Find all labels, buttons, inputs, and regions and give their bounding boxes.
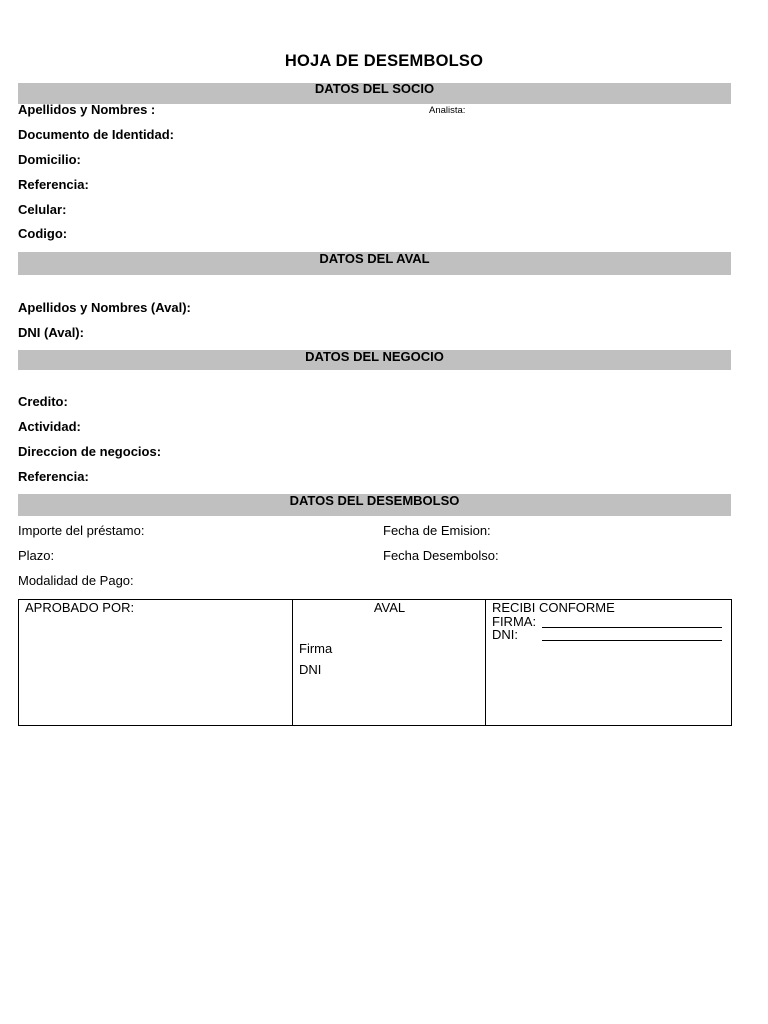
signature-cell-aval — [293, 600, 486, 725]
label-aprobado-por: APROBADO POR: — [25, 600, 135, 615]
label-domicilio: Domicilio: — [18, 152, 81, 167]
label-aval-firma: Firma — [299, 641, 333, 656]
label-apellidos-nombres-aval: Apellidos y Nombres (Aval): — [18, 300, 191, 315]
signature-cell-recibi — [486, 600, 731, 725]
label-importe-prestamo: Importe del préstamo: — [18, 523, 145, 538]
firma-signature-line — [542, 627, 722, 628]
label-documento-identidad: Documento de Identidad: — [18, 127, 174, 142]
label-firma: FIRMA: — [492, 614, 537, 629]
label-aval-dni: DNI — [299, 662, 322, 677]
section-header-aval: DATOS DEL AVAL — [18, 252, 731, 275]
label-credito: Credito: — [18, 394, 68, 409]
signature-cell-aprobado — [19, 600, 293, 725]
label-dni-aval: DNI (Aval): — [18, 325, 84, 340]
label-recibi-conforme: RECIBI CONFORME — [492, 600, 615, 615]
section-header-negocio: DATOS DEL NEGOCIO — [18, 350, 731, 370]
section-header-desembolso: DATOS DEL DESEMBOLSO — [18, 494, 731, 516]
label-referencia-socio: Referencia: — [18, 177, 89, 192]
label-modalidad-pago: Modalidad de Pago: — [18, 573, 134, 588]
dni-signature-line — [542, 640, 722, 641]
page-title: HOJA DE DESEMBOLSO — [284, 52, 484, 70]
label-fecha-emision: Fecha de Emision: — [383, 523, 491, 538]
label-codigo: Codigo: — [18, 226, 68, 241]
label-apellidos-nombres: Apellidos y Nombres : — [18, 102, 156, 117]
label-analista: Analista: — [429, 105, 466, 116]
section-header-socio: DATOS DEL SOCIO — [18, 83, 731, 104]
label-actividad: Actividad: — [18, 419, 81, 434]
label-fecha-desembolso: Fecha Desembolso: — [383, 548, 499, 563]
signature-table — [18, 599, 732, 726]
label-plazo: Plazo: — [18, 548, 55, 563]
label-celular: Celular: — [18, 202, 67, 217]
label-referencia-negocio: Referencia: — [18, 469, 89, 484]
label-dni: DNI: — [492, 627, 518, 642]
label-direccion-negocios: Direccion de negocios: — [18, 444, 162, 459]
label-aval: AVAL — [373, 600, 406, 615]
